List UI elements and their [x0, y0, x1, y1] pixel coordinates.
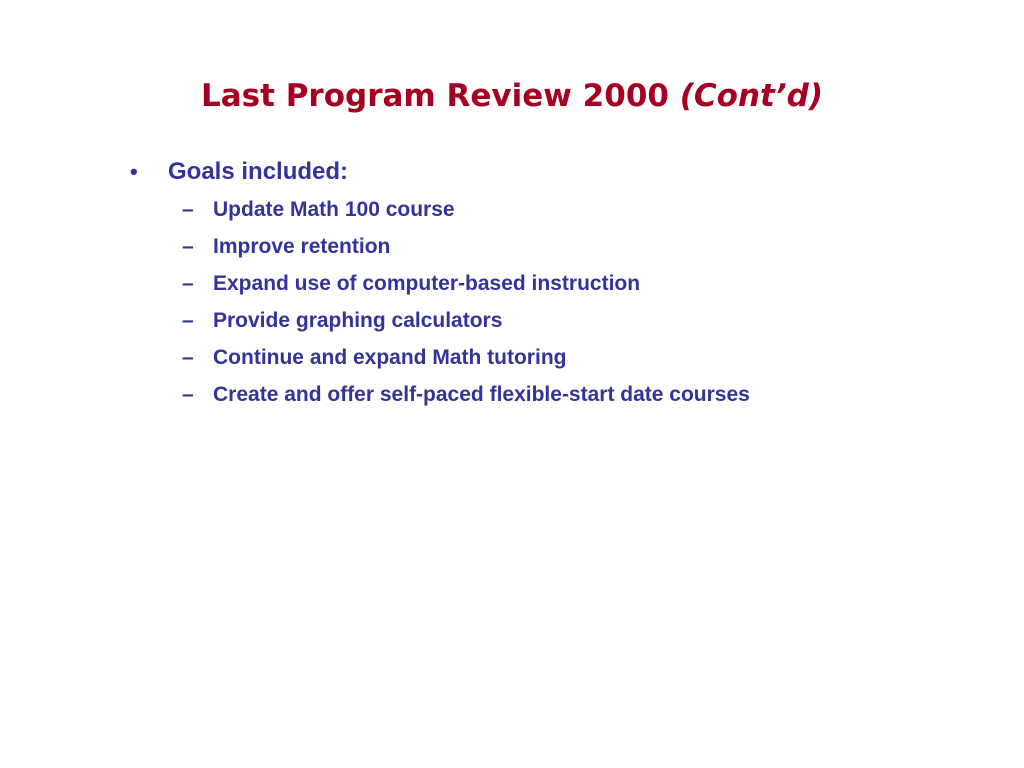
dash-icon: – [182, 309, 194, 332]
slide-title [0, 74, 1024, 118]
slide-title-suffix: (Cont’d) [679, 78, 824, 114]
sub-list-item-text: Update Math 100 course [213, 198, 455, 221]
dash-icon: – [182, 272, 194, 295]
slide-title-main: Last Program Review 2000 [200, 78, 669, 114]
sub-list-item [182, 198, 990, 235]
dash-icon: – [182, 235, 194, 258]
dash-icon: – [182, 198, 194, 221]
sub-list-item-text: Expand use of computer-based instruction [213, 272, 641, 295]
bullet-item [130, 158, 990, 198]
sub-list-item-text: Provide graphing calculators [213, 309, 503, 332]
sub-list [182, 198, 990, 420]
slide-content [130, 158, 990, 420]
sub-list-item-text: Continue and expand Math tutoring [213, 346, 567, 369]
sub-list-item [182, 272, 990, 309]
sub-list-item [182, 309, 990, 346]
sub-list-item [182, 346, 990, 383]
bullet-icon: • [130, 159, 138, 184]
sub-list-item-text: Create and offer self-paced flexible-start date courses [213, 383, 750, 406]
dash-icon: – [182, 346, 194, 369]
sub-list-item-text: Improve retention [213, 235, 391, 258]
dash-icon: – [182, 383, 194, 406]
sub-list-item [182, 235, 990, 272]
bullet-text: Goals included: [168, 158, 349, 185]
sub-list-item [182, 383, 990, 420]
